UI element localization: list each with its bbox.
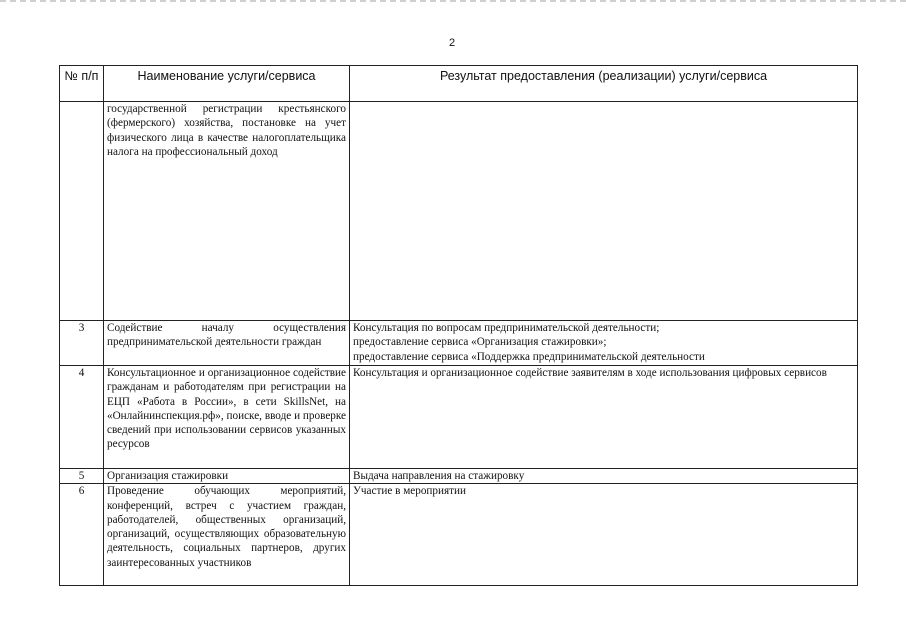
page-number: 2 [448, 37, 456, 49]
row-num: 3 [60, 321, 104, 366]
scan-top-edge [0, 0, 906, 6]
result-line: Консультация по вопросам предпринимательской деятельности; [353, 322, 660, 334]
row-service-name: Консультационное и организационное содействие гражданам и работодателям при регистрации на ЕЦП «Работа в России», в сети SkillsNet, на «Онлайнинспекция.рф», поиске, вводе и проверке сведений при использовании сервисов указанных ресурсов [104, 366, 350, 469]
header-num: № п/п [60, 66, 104, 102]
row-num: 5 [60, 469, 104, 484]
table-row [60, 484, 858, 586]
table-row [60, 469, 858, 484]
row-service-name: Проведение обучающих мероприятий, конференций, встреч с участием граждан, работодателей, общественных организаций, организаций, осуществляющих образовательную деятельность, социальных партнеров, других заинтересованных участников [104, 484, 350, 586]
result-line: Участие в мероприятии [353, 485, 467, 498]
row-num [60, 102, 104, 321]
row-result [350, 469, 858, 484]
services-table [59, 65, 858, 586]
row-result [350, 102, 858, 321]
result-line: Выдача направления на стажировку [353, 470, 525, 482]
result-line: предоставление сервиса «Поддержка предпринимательской деятельности [353, 350, 705, 363]
header-result: Результат предоставления (реализации) услуги/сервиса [350, 66, 858, 102]
row-service-name: государственной регистрации крестьянского (фермерского) хозяйства, постановке на учет физического лица в качестве налогоплательщика налога на профессиональный доход [104, 102, 350, 321]
row-result [350, 484, 858, 586]
header-name: Наименование услуги/сервиса [104, 66, 350, 102]
table-row [60, 366, 858, 469]
table-header-row [60, 66, 858, 102]
row-result [350, 321, 858, 366]
table-row [60, 102, 858, 321]
row-num: 4 [60, 366, 104, 469]
result-line: предоставление сервиса «Организация стажировки»; [353, 336, 607, 349]
row-service-name: Содействие началу осуществления предпринимательской деятельности граждан [104, 321, 350, 366]
row-result [350, 366, 858, 469]
table-row [60, 321, 858, 366]
row-service-name: Организация стажировки [104, 469, 350, 484]
result-line: Консультация и организационное содействие заявителям в ходе использования цифровых сервисов [353, 367, 827, 379]
row-num: 6 [60, 484, 104, 586]
